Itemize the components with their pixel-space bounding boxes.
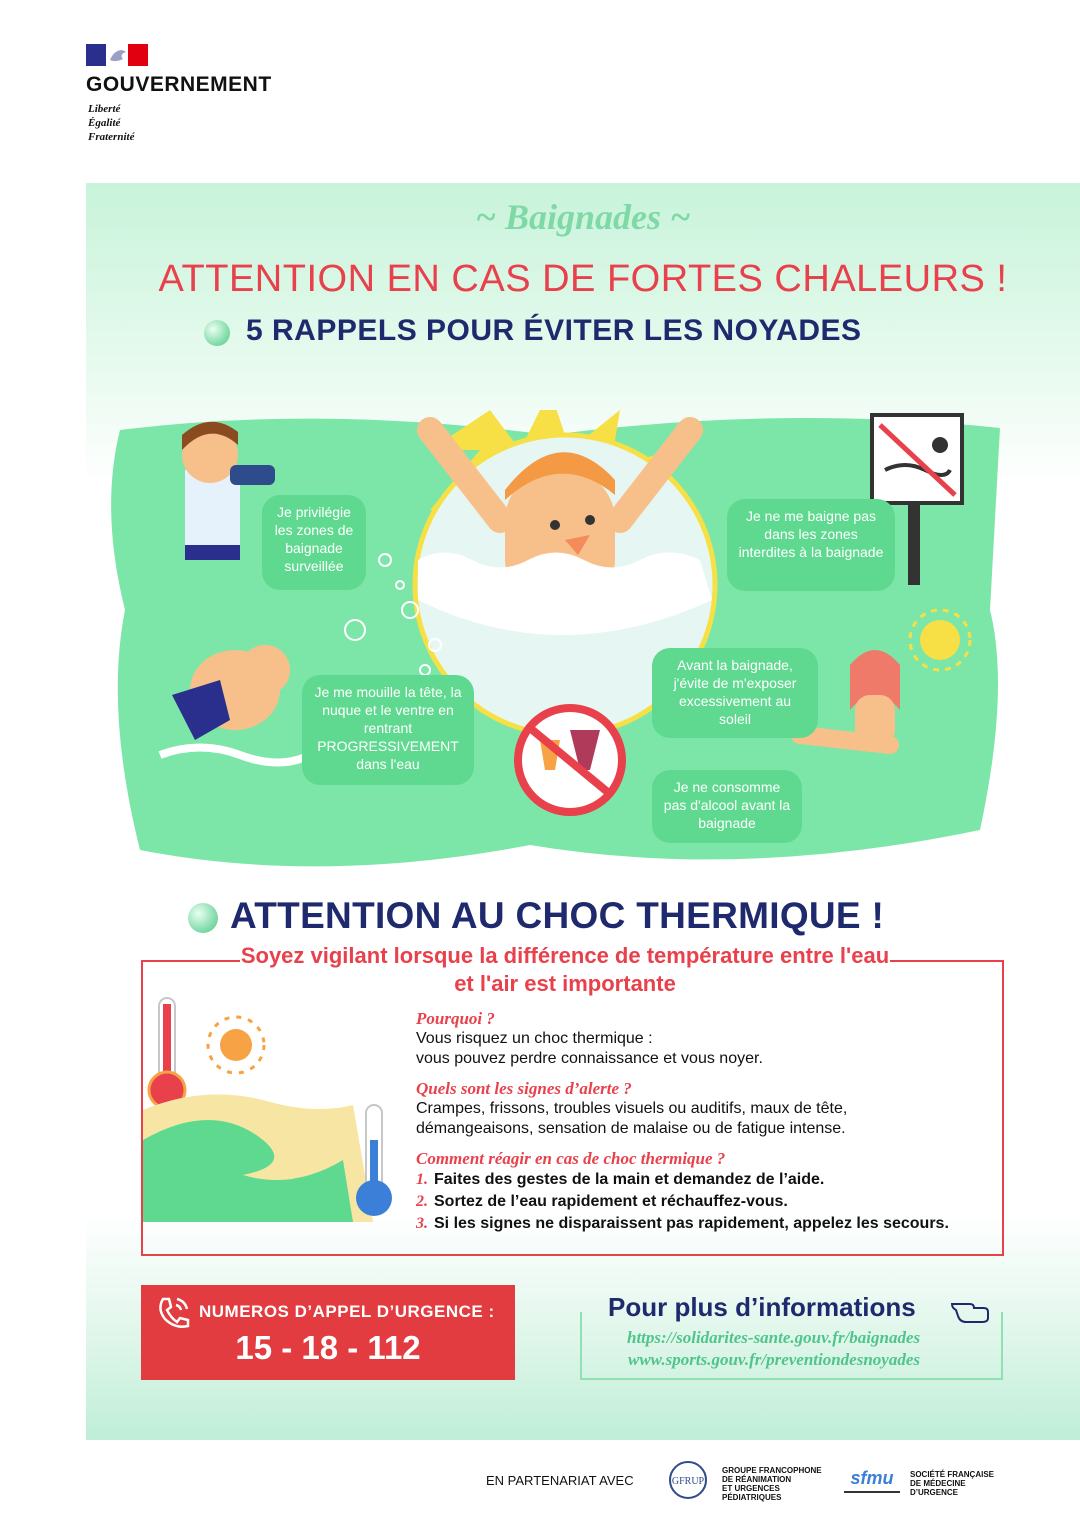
pointing-hand-icon [950, 1294, 990, 1324]
hot-thermometer-icon [149, 998, 185, 1108]
bullet-dot-icon [188, 903, 218, 933]
sun-icon [208, 1017, 264, 1073]
partnership-label: EN PARTENARIAT AVEC [486, 1473, 634, 1488]
react-step: 1. Faites des gestes de la main et demandez de l’aide. [416, 1171, 825, 1188]
no-alcohol-icon [518, 708, 622, 812]
gfrup-name: GROUPE FRANCOPHONE DE RÉANIMATION ET URGENCES PÉDIATRIQUES [722, 1466, 822, 1502]
react-steps [416, 1169, 996, 1235]
thermal-shock-illustration [143, 990, 403, 1222]
tip-forbidden-zones: Je ne me baigne pas dans les zones interdites à la baignade [727, 499, 895, 591]
choc-text-block [416, 1009, 996, 1235]
marianne-logo [86, 44, 148, 66]
tip-wet-progressively: Je me mouille la tête, la nuque et le ventre en rentrant PROGRESSIVEMENT dans l'eau [302, 675, 474, 785]
react-question: Comment réagir en cas de choc thermique ? [416, 1149, 726, 1168]
react-step: 3. Si les signes ne disparaissent pas rapidement, appelez les secours. [416, 1215, 949, 1232]
poster-subtitle: 5 RAPPELS POUR ÉVITER LES NOYADES [246, 314, 862, 347]
bullet-dot-icon [204, 320, 230, 346]
poster-headline: ATTENTION EN CAS DE FORTES CHALEURS ! [158, 258, 1008, 300]
more-info-title: Pour plus d’informations [608, 1292, 916, 1322]
government-name: GOUVERNEMENT [86, 73, 272, 96]
signs-question: Quels sont les signes d’alerte ? [416, 1079, 632, 1098]
signs-answer-line2: démangeaisons, sensation de malaise ou de fatigue intense. [416, 1120, 846, 1137]
tip-avoid-sun: Avant la baignade, j'évite de m'exposer excessivement au soleil [652, 648, 818, 738]
emergency-label: NUMEROS D’APPEL D’URGENCE : [199, 1302, 495, 1321]
svg-text:GFRUP: GFRUP [671, 1476, 705, 1487]
vigilance-note: Soyez vigilant lorsque la différence de température entre l'eau et l'air est importante [240, 943, 890, 996]
tip-no-alcohol: Je ne consomme pas d'alcool avant la baignade [652, 770, 802, 843]
emergency-numbers: 15 - 18 - 112 [235, 1329, 421, 1366]
illustration-band [100, 410, 1000, 870]
why-answer-line2: vous pouvez perdre connaissance et vous noyer. [416, 1050, 763, 1067]
republic-motto: Liberté Égalité Fraternité [88, 103, 135, 143]
poster-kicker: ~ Baignades ~ [475, 197, 691, 237]
sfmu-name: SOCIÉTÉ FRANÇAISE DE MÉDECINE D’URGENCE [910, 1470, 995, 1497]
react-step: 2. Sortez de l’eau rapidement et réchauffez-vous. [416, 1193, 788, 1210]
why-question: Pourquoi ? [416, 1009, 495, 1028]
emergency-numbers-box [141, 1285, 515, 1380]
gfrup-logo [662, 1460, 718, 1500]
tip-supervised-zones: Je privilégie les zones de baignade surveillée [262, 495, 366, 590]
phone-icon [155, 1295, 191, 1331]
info-link-sports[interactable]: www.sports.gouv.fr/preventiondesnoyades [628, 1350, 921, 1369]
why-answer-line1: Vous risquez un choc thermique : [416, 1030, 653, 1047]
signs-answer-line1: Crampes, frissons, troubles visuels ou auditifs, maux de tête, [416, 1100, 848, 1117]
sfmu-logo [840, 1462, 904, 1498]
info-link-solidarites[interactable]: https://solidarites-sante.gouv.fr/baignades [627, 1328, 921, 1347]
svg-text:sfmu: sfmu [850, 1468, 894, 1488]
choc-title: ATTENTION AU CHOC THERMIQUE ! [230, 895, 885, 936]
